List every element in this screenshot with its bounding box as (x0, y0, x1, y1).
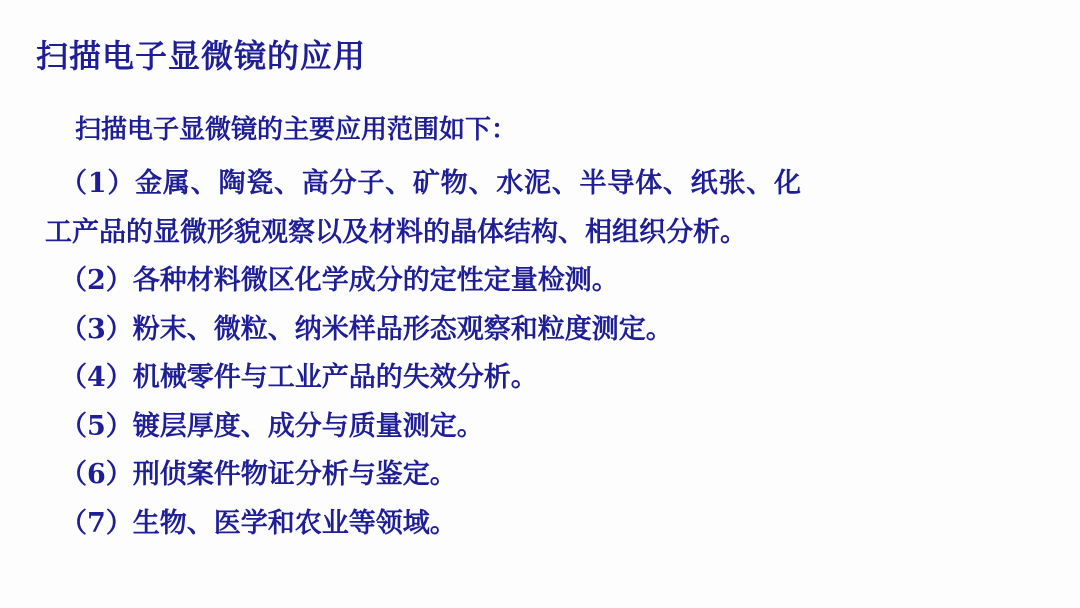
list-item-text: 生物、医学和农业等领域。 (132, 507, 457, 539)
list-item-number: （5） (60, 410, 133, 442)
list-item (45, 306, 801, 355)
list-item-number: （4） (60, 362, 133, 393)
list-item-text: 各种材料微区化学成分的定性定量检测。 (132, 265, 619, 296)
list-item (45, 451, 801, 500)
list-item (45, 500, 801, 549)
list-item-text: 刑侦案件物证分析与鉴定。 (132, 459, 457, 490)
list-item-number: （7） (60, 507, 133, 539)
list-item-number: （3） (60, 313, 133, 345)
list-item-number: （6） (60, 459, 133, 490)
list-item-number: （2） (60, 265, 133, 296)
list-item (45, 354, 801, 403)
list-item (45, 257, 801, 306)
slide-subtitle: 扫描电子显微镜的主要应用范围如下： (75, 115, 518, 145)
list-item-number: （1） (60, 168, 136, 199)
list-item (45, 403, 801, 452)
list-item-text: 镀层厚度、成分与质量测定。 (132, 410, 484, 442)
list-item-text: 粉末、微粒、纳米样品形态观察和粒度测定。 (132, 313, 673, 345)
list-item-text: 机械零件与工业产品的失效分析。 (132, 362, 538, 393)
page-title: 扫描电子显微镜的应用 (36, 37, 367, 75)
list-item (45, 160, 801, 257)
application-list (45, 160, 801, 548)
list-item-text: 金属、陶瓷、高分子、矿物、水泥、半导体、纸张、化工产品的显微形貌观察以及材料的晶体结构、相组织分析。 (45, 168, 801, 248)
